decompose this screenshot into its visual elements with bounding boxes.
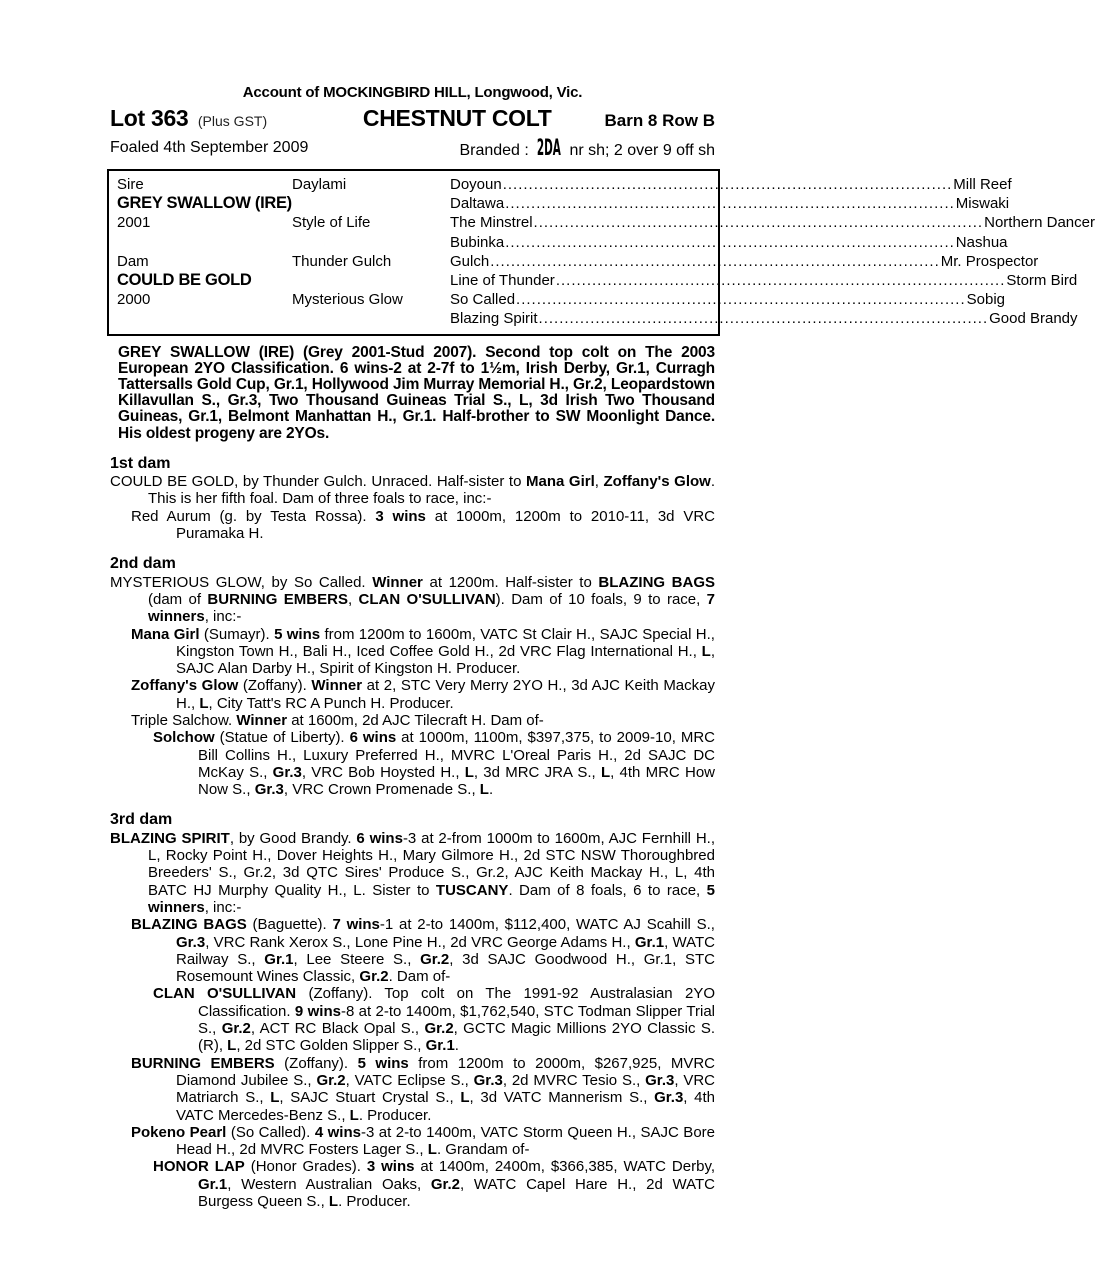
body-text-segment: . Producer. [338,1193,411,1211]
body-text-segment: , City Tatt's RC A Punch H. Producer. [208,694,454,712]
body-text-segment: , [594,473,604,491]
body-text-segment: , 3d SAJC Goodwood H., Gr.1, STC Rosemount Wines Classic, [176,950,715,986]
pedigree-cell-empty [117,309,292,328]
pedigree-cell-empty [292,309,450,328]
pedigree-entry [110,916,715,985]
emphasized-text: Mana Girl [526,473,595,491]
dot-leader [505,194,955,213]
emphasized-text: Gr.2 [359,968,389,986]
ancestor-left: The Minstrel [450,214,533,232]
emphasized-text: Gr.3 [654,1089,684,1107]
emphasized-text: Gr.1 [198,1175,228,1193]
emphasized-text: 5 wins [274,625,321,643]
emphasized-text: L [227,1037,237,1055]
ancestor-right: Mr. Prospector [940,252,1039,270]
sire-race-record-summary: GREY SWALLOW (IRE) (Grey 2001-Stud 2007). Second top colt on The 2003 European 2YO Classification. 6 wins-2 at 2-7f to 1½m, Irish Derby, Gr.1, Curragh Tattersalls Gold Cup, Gr.1, Hollywood Jim Murray Memorial H., Gr.2, Leopardstown Killavullan S., Gr.3, Two Thousand Guineas Trial S., L, 3d Irish Two Thousand Guineas, Gr.1, Belmont Manhattan H., Gr.1. Half-brother to SW Moonlight Dance. His oldest progeny are 2YOs. [118,343,715,442]
emphasized-text: L [199,694,209,712]
body-text-segment: at 1000m, 1200m to 2010-11, 3d VRC Puramaka H. [176,507,716,543]
emphasized-text: BLAZING SPIRIT [110,829,230,847]
emphasized-text: Gr.1 [425,1037,455,1055]
body-text-segment: , SAJC Alan Darby H., Spirit of Kingston H. Producer. [176,642,715,678]
gst-note: (Plus GST) [197,113,268,129]
body-text-segment: -8 at 2-to 1400m, $1,762,540, STC Todman Slipper Trial S., [198,1002,715,1038]
body-text-segment: , 2d MVRC Tesio S., [502,1071,646,1089]
pedigree-cell-empty [292,194,450,213]
emphasized-text: 6 wins [349,729,397,747]
emphasized-text: 4 wins [314,1123,361,1141]
dot-leader [539,309,989,328]
body-text-segment: , WATC Capel Hare H., 2d WATC Burgess Queen S., [198,1175,715,1211]
ancestor-left: Blazing Spirit [450,310,538,328]
pedigree-entry [110,508,715,543]
emphasized-text: 3 wins [366,1158,415,1176]
emphasized-text: BLAZING BAGS [598,573,715,591]
body-text-segment: , VRC Bob Hoysted H., [301,763,465,781]
dot-leader [490,252,940,271]
emphasized-text: Zoffany's Glow [603,473,711,491]
body-text-segment: , [347,590,359,608]
ancestor-left: Doyoun [450,176,502,193]
pedigree-granddam: Style of Life [292,214,371,232]
pedigree-granddam: Mysterious Glow [292,291,403,309]
pedigree-entry [110,1158,715,1210]
pedigree-grandsire: Thunder Gulch [292,252,392,270]
body-text-segment: , Lee Steere S., [293,950,421,968]
body-text-segment: . Dam of- [388,968,451,986]
foaled-date: Foaled 4th September 2009 [110,139,309,156]
body-text-segment: 3rd dam [110,811,173,829]
emphasized-text: L [460,1089,470,1107]
pedigree-dam-block [117,252,1078,329]
emphasized-text: L [427,1141,437,1159]
body-text-segment: . [454,1037,459,1055]
body-text-segment: , VRC Rank Xerox S., Lone Pine H., 2d VRC George Adams H., [205,933,635,951]
body-text-segment: , Western Australian Oaks, [227,1175,431,1193]
body-text-segment: , GCTC Magic Millions 2YO Classic S. (R), [198,1020,715,1055]
pedigree-entry [110,985,715,1054]
body-text-segment: from 1200m to 1600m, VATC St Clair H., SAJC Special H., Kingston Town H., Bali H., Iced Coffee Gold H., 2d VRC Flag International H., [176,625,715,660]
dam-pedigree-text [110,455,715,1210]
pedigree-ancestor-row [450,175,1095,194]
body-text-segment: at 2, STC Very Merry 2YO H., 3d AJC Keith Mackay H., [176,677,715,712]
body-text-segment: MYSTERIOUS GLOW, by So Called. [110,573,373,591]
body-text-segment: -3 at 2-to 1400m, VATC Storm Queen H., SAJC Bore Head H., 2d MVRC Fosters Lager S., [176,1123,715,1159]
emphasized-text: Gr.2 [430,1175,461,1193]
emphasized-text: L [600,763,611,781]
lot-number-group [110,105,310,132]
ancestor-right: Nashua [955,233,1008,251]
pedigree-ancestor-row [450,194,1095,213]
pedigree-role-label: Dam [117,252,149,270]
dot-leader [505,233,955,252]
body-text-segment: Triple Salchow. [131,712,237,729]
pedigree-entry [110,1055,715,1124]
emphasized-text: Winner [311,677,363,695]
emphasized-text: Gr.2 [420,950,450,968]
pedigree-entry [110,830,715,916]
emphasized-text: Gr.2 [221,1020,251,1038]
ancestor-left: Daltawa [450,195,505,213]
dam-section-heading [110,555,715,572]
emphasized-text: Winner [236,712,288,729]
ancestor-right: Sobig [966,291,1005,309]
emphasized-text: Gr.2 [424,1020,454,1038]
dot-leader [516,290,966,309]
body-text-segment: , 3d VATC Mannerism S., [469,1089,655,1107]
body-text-segment: (dam of [148,590,208,608]
body-text-segment: at 1400m, 2400m, $366,385, WATC Derby, [414,1158,715,1176]
brand-description [459,135,715,161]
barn-row-label: Barn 8 Row B [604,111,715,130]
body-text-segment: (Statue of Liberty). [214,729,350,747]
emphasized-text: BURNING EMBERS [131,1054,275,1072]
body-text-segment: . This is her fifth foal. Dam of three foals to race, inc:- [148,473,715,508]
pedigree-cell-empty [117,233,292,252]
ancestor-left: Bubinka [450,233,505,251]
ancestor-right: Mill Reef [953,176,1012,193]
emphasized-text: Gr.3 [176,933,206,951]
emphasized-text: Gr.3 [473,1071,503,1089]
body-text-segment: , 4th VATC Mercedes-Benz S., [176,1089,715,1124]
body-text-segment: , 3d MRC JRA S., [473,763,601,781]
emphasized-text: Winner [372,573,423,591]
emphasized-text: Gr.1 [264,950,294,968]
dam-section-heading [110,455,715,472]
body-text-segment: . Grandam of- [436,1141,530,1159]
emphasized-text: L [701,642,711,660]
body-text-segment: ). Dam of 10 foals, 9 to race, [495,590,707,608]
body-text-segment: Red Aurum (g. by Testa Rossa). [131,507,376,525]
brand-detail: nr sh; 2 over 9 off sh [569,142,715,159]
body-text-segment: from 1200m to 2000m, $267,925, MVRC Diamond Jubilee S., [176,1054,716,1089]
foaling-brand-row [110,135,715,161]
pedigree-ancestor-row [450,290,1078,309]
body-text-segment: . [488,781,494,799]
branded-label: Branded : [459,142,534,159]
body-text-segment: at 1600m, 2d AJC Tilecraft H. Dam of- [287,712,544,729]
body-text-segment: (Zoffany). [238,677,312,695]
emphasized-text: CLAN O'SULLIVAN [358,590,496,608]
ancestor-right: Northern Dancer [984,214,1095,232]
emphasized-text: Pokeno Pearl [131,1123,227,1141]
pedigree-dam-year: 2000 [117,291,151,309]
pedigree-sire-year: 2001 [117,214,151,232]
pedigree-entry [110,677,715,712]
lot-number: Lot 363 [110,105,189,131]
body-text-segment: , inc:- [204,608,242,626]
pedigree-ancestor-row [450,252,1078,271]
emphasized-text: BURNING EMBERS [207,590,348,608]
ancestor-left: Line of Thunder [450,272,555,290]
pedigree-cell-empty [292,271,450,290]
ancestor-left: So Called [450,291,516,309]
ancestor-right: Good Brandy [989,310,1078,328]
body-text-segment: (Zoffany). Top colt on The 1991-92 Australasian 2YO Classification. [198,985,715,1020]
body-text-segment: (So Called). [226,1123,315,1141]
pedigree-table [107,169,1095,336]
pedigree-entry [110,626,715,678]
body-text-segment: , VRC Crown Promenade S., [283,781,480,799]
pedigree-cell-empty [292,233,450,252]
body-text-segment: , VRC Matriarch S., [176,1071,716,1107]
pedigree-grandsire: Daylami [292,176,347,193]
emphasized-text: L [349,1106,359,1124]
body-text-segment: at 1000m, 1100m, $397,375, to 2009-10, MRC Bill Collins H., Luxury Preferred H., MVRC L'Oreal Paris H., 2d SAJC DC McKay S., [198,729,715,781]
emphasized-text: 5 winners [148,881,715,916]
emphasized-text: Gr.3 [254,781,284,799]
horse-description-title: CHESTNUT COLT [362,105,552,131]
body-text-segment: , by Good Brandy. [229,829,357,847]
emphasized-text: Gr.3 [645,1071,675,1089]
pedigree-sire-block [117,175,1095,252]
dam-section-heading [110,811,715,828]
body-text-segment: at 1200m. Half-sister to [422,573,599,591]
body-text-segment: -3 at 2-from 1000m to 1600m, AJC Fernhill H., L, Rocky Point H., Dover Heights H., Mary Gilmore H., 2d STC NSW Thoroughbred Breeders' S., Gr.2, 3d QTC Sires' Produce S., Gr.2, AJC Keith Mackay H., L, 4th BATC HJ Murphy Quality H., L. Sister to [148,829,715,899]
body-text-segment: , VATC Eclipse S., [345,1071,474,1089]
emphasized-text: 9 wins [294,1002,341,1020]
pedigree-entry [110,729,715,798]
body-text-segment: , 2d STC Golden Slipper S., [236,1037,426,1055]
emphasized-text: 6 wins [356,829,403,847]
emphasized-text: Gr.2 [316,1071,346,1089]
body-text-segment: 1st dam [110,454,171,472]
body-text-segment: -1 at 2-to 1400m, $112,400, WATC AJ Scahill S., [379,916,715,934]
dot-leader [556,271,1006,290]
emphasized-text: L [464,763,474,781]
body-text-segment: (Baguette). [246,916,333,934]
pedigree-ancestor-row [450,309,1078,328]
emphasized-text: 5 wins [357,1054,409,1072]
emphasized-text: L [270,1089,280,1107]
body-text-segment: , 4th MRC How Now S., [198,763,715,799]
pedigree-entry [110,1124,715,1159]
ancestor-right: Miswaki [955,195,1010,213]
body-text-segment: , WATC Railway S., [176,933,715,968]
emphasized-text: L [479,781,489,799]
body-text-segment: (Honor Grades). [244,1158,367,1176]
pedigree-dam-name: COULD BE GOLD [117,271,252,290]
emphasized-text: 3 wins [375,507,426,525]
body-text-segment: , ACT RC Black Opal S., [250,1020,425,1038]
pedigree-entry [110,473,715,508]
emphasized-text: Gr.3 [272,763,302,781]
emphasized-text: CLAN O'SULLIVAN [153,985,297,1003]
emphasized-text: 7 wins [332,916,380,934]
body-text-segment: . Dam of 8 foals, 6 to race, [508,881,707,899]
body-text-segment: 2nd dam [110,555,176,573]
body-text-segment: (Sumayr). [199,625,275,643]
emphasized-text: HONOR LAP [153,1158,245,1176]
emphasized-text: 7 winners [148,590,716,626]
pedigree-ancestor-row [450,233,1095,252]
pedigree-role-label: Sire [117,176,144,193]
ancestor-left: Gulch [450,252,490,270]
vendor-account-line: Account of MOCKINGBIRD HILL, Longwood, Vic. [242,84,583,101]
lot-header-row [110,105,715,132]
emphasized-text: Solchow [153,729,215,747]
ancestor-right: Storm Bird [1006,272,1078,290]
body-text-segment: . Producer. [358,1106,432,1124]
dot-leader [534,213,984,232]
emphasized-text: Zoffany's Glow [131,677,239,695]
pedigree-ancestor-row [450,271,1078,290]
pedigree-entry [110,712,715,729]
emphasized-text: TUSCANY [435,881,509,899]
pedigree-ancestor-row [450,213,1095,232]
body-text-segment: , SAJC Stuart Crystal S., [279,1089,461,1107]
emphasized-text: Gr.1 [634,933,665,951]
body-text-segment: COULD BE GOLD, by Thunder Gulch. Unraced. Half-sister to [110,473,526,491]
body-text-segment: (Zoffany). [274,1054,358,1072]
body-text-segment: , inc:- [204,898,242,916]
pedigree-sire-name: GREY SWALLOW (IRE) [117,194,292,213]
emphasized-text: Mana Girl [131,625,200,643]
emphasized-text: L [328,1193,339,1211]
dot-leader [503,175,953,194]
emphasized-text: BLAZING BAGS [131,916,247,934]
pedigree-entry [110,574,715,626]
brand-symbol: 2DA [537,135,562,161]
